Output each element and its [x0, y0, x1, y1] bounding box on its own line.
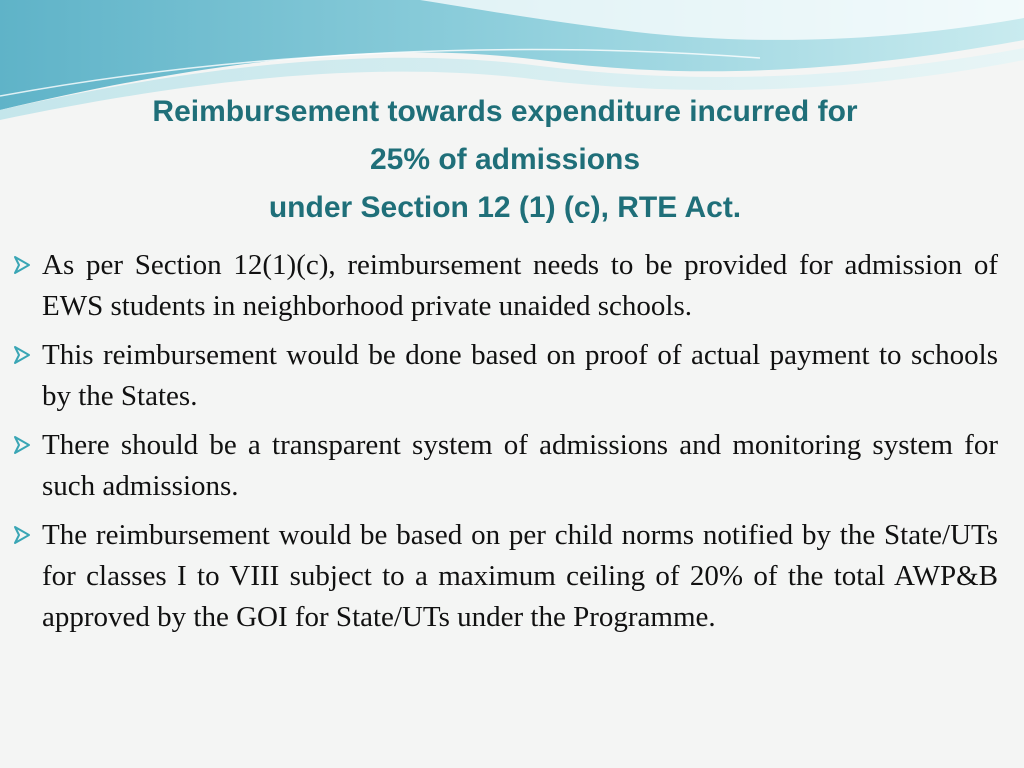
bullet-text: There should be a transparent system of admissions and monitoring system for such admissions. [42, 429, 998, 502]
list-item [12, 335, 998, 417]
bullet-text: As per Section 12(1)(c), reimbursement needs to be provided for admission of EWS students in neighborhood private unaided schools. [42, 249, 998, 322]
title-line-2: 25% of admissions [369, 143, 641, 176]
slide-title [60, 88, 950, 232]
list-item [12, 245, 998, 327]
arrow-bullet-icon [12, 255, 32, 275]
list-item [12, 515, 998, 638]
arrow-bullet-icon [12, 435, 32, 455]
title-line-3: under Section 12 (1) (c), RTE Act. [268, 191, 742, 224]
bullet-text: This reimbursement would be done based on proof of actual payment to schools by the States. [42, 339, 998, 412]
list-item [12, 425, 998, 507]
arrow-bullet-icon [12, 345, 32, 365]
bullet-list [12, 245, 998, 646]
arrow-bullet-icon [12, 525, 32, 545]
bullet-text: The reimbursement would be based on per child norms notified by the State/UTs for classes I to VIII subject to a maximum ceiling of 20% of the total AWP&B approved by the GOI for State/UTs under the Programme. [42, 519, 998, 633]
title-line-1: Reimbursement towards expenditure incurred for [152, 95, 858, 128]
